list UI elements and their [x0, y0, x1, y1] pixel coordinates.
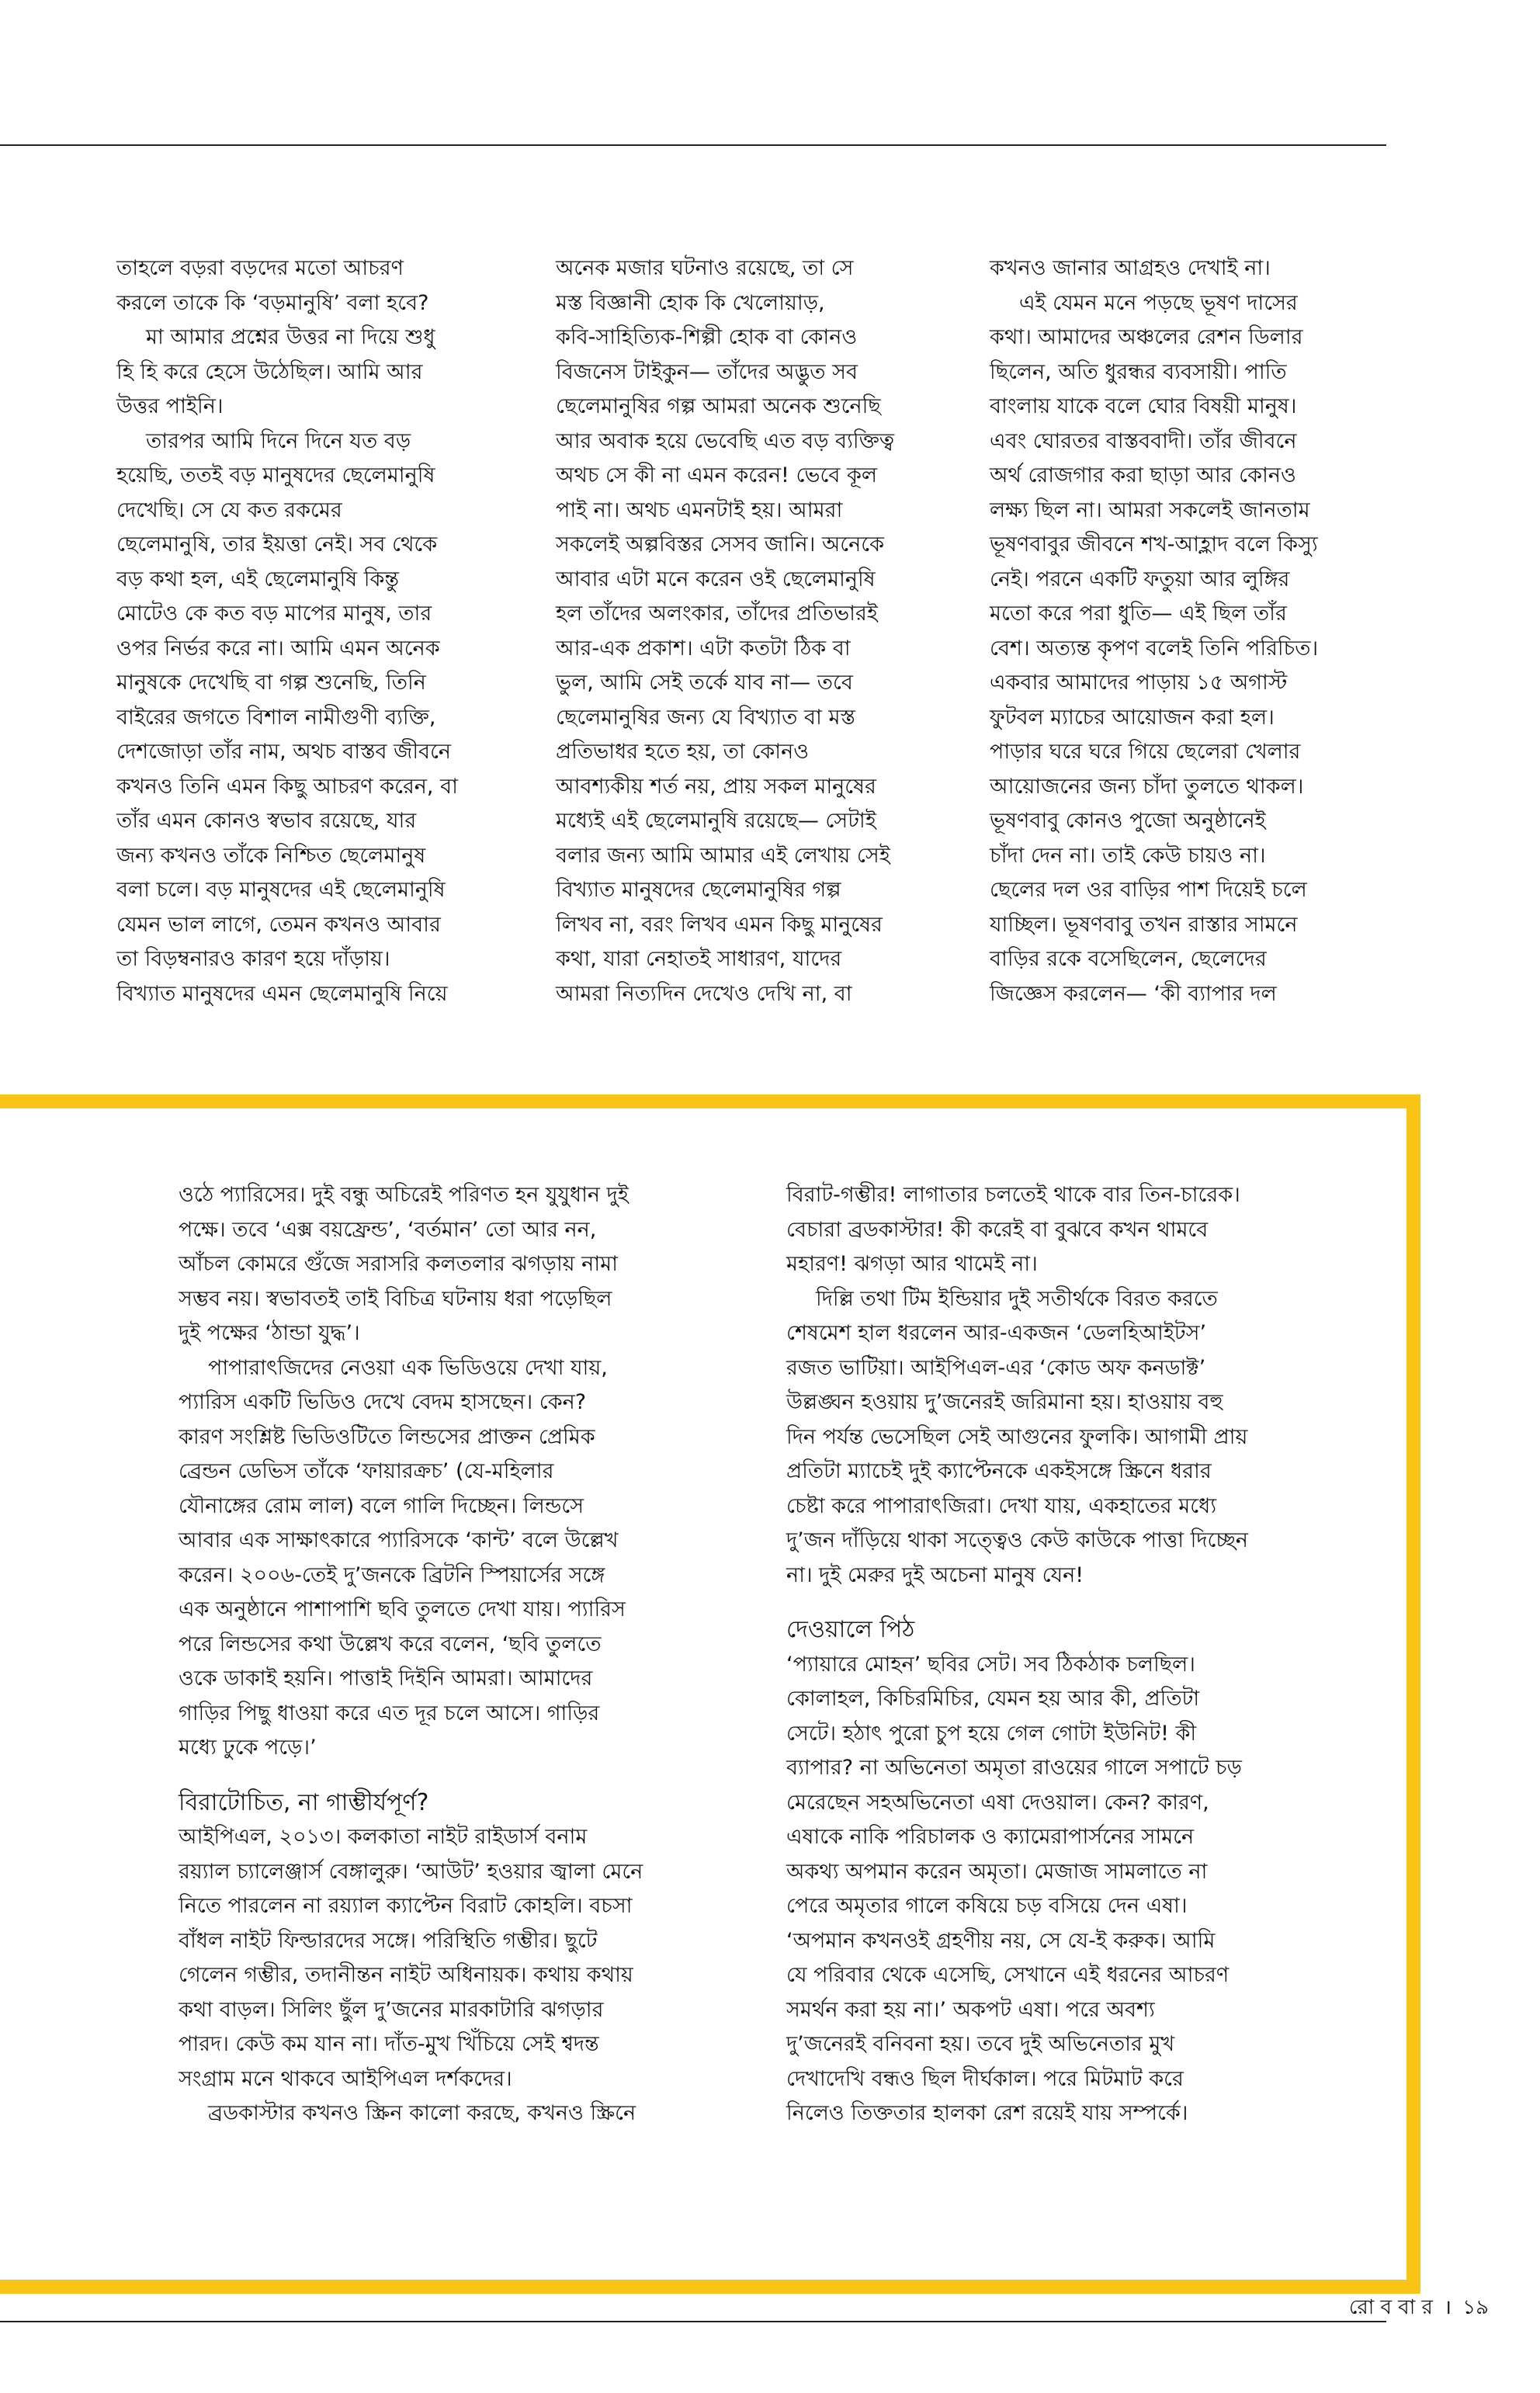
text-line: কথা। আমাদের অঞ্চলের রেশন ডিলার	[990, 325, 1303, 349]
text-line: কারণ সংশ্লিষ্ট ভিডিওটিতে লিন্ডসের প্রাক্তন প্রেমিক	[179, 1424, 595, 1449]
text-line: প্যারিস একটি ভিডিও দেখে বেদম হাসছেন। কেন?	[179, 1390, 587, 1414]
top-column-1	[116, 251, 524, 1011]
text-line: অথচ সে কী না এমন করেন! ভেবে কূল	[556, 463, 878, 487]
text-line: মধ্যে ঢুকে পড়ে।’	[179, 1736, 317, 1760]
text-line: ওপর নির্ভর করে না। আমি এমন অনেক	[116, 636, 440, 661]
text-line: আবার এটা মনে করেন ওই ছেলেমানুষি	[556, 567, 876, 591]
section-heading: দেওয়ালে পিঠ	[786, 1616, 915, 1643]
text-line: ভুল, আমি সেই তর্কে যাব না— তবে	[556, 671, 853, 695]
text-line: চাঁদা দেন না। তাই কেউ চায়ও না।	[990, 843, 1266, 868]
text-line: ফুটবল ম্যাচের আয়োজন করা হল।	[990, 705, 1275, 730]
top-column-2	[556, 251, 948, 1011]
text-line: বিজনেস টাইকুন— তাঁদের অদ্ভুত সব	[556, 359, 858, 384]
text-line: বিরাট-গম্ভীর! লাগাতার চলতেই থাকে বার তিন-চারেক।	[786, 1183, 1240, 1207]
text-line: আয়োজনের জন্য চাঁদা তুলতে থাকল।	[990, 774, 1304, 799]
text-line: পারদ। কেউ কম যান না। দাঁত-মুখ খিঁচিয়ে সেই শ্বদন্ত	[179, 2032, 599, 2056]
text-line: সংগ্রাম মনে থাকবে আইপিএল দর্শকদের।	[179, 2066, 512, 2091]
text-line: ছিলেন, অতি ধুরন্ধর ব্যবসায়ী। পাতি	[990, 359, 1287, 384]
text-line: কবি-সাহিত্যিক-শিল্পী হোক বা কোনও	[556, 325, 858, 349]
text-line: বলা চলে। বড় মানুষদের এই ছেলেমানুষি	[116, 878, 446, 902]
text-line: পাপারাৎজিদের নেওয়া এক ভিডিওয়ে দেখা যায়,	[208, 1355, 608, 1380]
text-line: একবার আমাদের পাড়ায় ১৫ অগাস্ট	[990, 671, 1288, 695]
text-line: গেলেন গম্ভীর, তদানীন্তন নাইট অধিনায়ক। কথায় কথায়	[179, 1963, 633, 1987]
text-line: বেচারা ব্রডকাস্টার! কী করেই বা বুঝবে কখন থামবে	[786, 1217, 1209, 1242]
text-line: বিখ্যাত মানুষদের এমন ছেলেমানুষি নিয়ে	[116, 981, 448, 1006]
text-line: ব্রডকাস্টার কখনও স্ক্রিন কালো করছে, কখনও স্ক্রিনে	[208, 2101, 636, 2125]
paragraph	[179, 1351, 714, 1766]
text-line: সেটে। হঠাৎ পুরো চুপ হয়ে গেল গোটা ইউনিট! কী	[786, 1721, 1197, 1746]
text-line: কথা, যারা নেহাতই সাধারণ, যাদের	[556, 947, 842, 971]
text-line: কখনও তিনি এমন কিছু আচরণ করেন, বা	[116, 774, 458, 799]
paragraph	[116, 321, 524, 425]
text-line: উল্লঙ্ঘন হওয়ায় দু’জনেরই জরিমানা হয়। হাওয়ায় বহু	[786, 1390, 1223, 1414]
paragraph	[786, 1282, 1322, 1594]
text-line: যেমন ভাল লাগে, তেমন কখনও আবার	[116, 912, 441, 937]
text-line: বাইরের জগতে বিশাল নামীগুণী ব্যক্তি,	[116, 705, 436, 730]
text-line: আঁচল কোমরে গুঁজে সরাসরি কলতলার ঝগড়ায় নামা	[179, 1252, 618, 1276]
text-line: না। দুই মেরুর দুই অচেনা মানুষ যেন!	[786, 1562, 1084, 1587]
text-line: মোটেও কে কত বড় মাপের মানুষ, তার	[116, 602, 432, 626]
text-line: মেরেছেন সহঅভিনেতা এষা দেওয়াল। কেন? কারণ,	[786, 1790, 1209, 1815]
text-line: যাচ্ছিল। ভূষণবাবু তখন রাস্তার সামনে	[990, 912, 1298, 937]
text-line: পরে লিন্ডসের কথা উল্লেখ করে বলেন, ‘ছবি তুলতে	[179, 1632, 602, 1656]
text-line: দু’জন দাঁড়িয়ে থাকা সত্ত্বেও কেউ কাউকে পাত্তা দিচ্ছেন	[786, 1528, 1249, 1552]
text-line: বেশ। অত্যন্ত কৃপণ বলেই তিনি পরিচিত।	[990, 636, 1319, 661]
text-line: অর্থ রোজগার করা ছাড়া আর কোনও	[990, 463, 1296, 487]
box-column-2	[786, 1178, 1322, 2131]
footer-separator: ।	[1444, 2296, 1452, 2319]
text-line: পাড়ার ঘরে ঘরে গিয়ে ছেলেরা খেলার	[990, 740, 1301, 764]
paragraph	[179, 1820, 714, 2096]
text-line: আবশ্যকীয় শর্ত নয়, প্রায় সকল মানুষের	[556, 774, 876, 799]
paragraph	[786, 1648, 1322, 2131]
text-line: করেন। ২০০৬-তেই দু’জনকে ব্রিটনি স্পিয়ার্সের সঙ্গে	[179, 1562, 605, 1587]
text-line: রজত ভাটিয়া। আইপিএল-এর ‘কোড অফ কনডাক্ট’	[786, 1355, 1206, 1380]
paragraph	[179, 1178, 714, 1351]
paragraph	[116, 251, 524, 321]
text-line: বাড়ির রকে বসেছিলেন, ছেলেদের	[990, 947, 1267, 971]
text-line: আইপিএল, ২০১৩। কলকাতা নাইট রাইডার্স বনাম	[179, 1825, 588, 1849]
paragraph	[179, 2096, 714, 2131]
text-line: মহারণ! ঝগড়া আর থামেই না।	[786, 1252, 1038, 1276]
text-line: মানুষকে দেখেছি বা গল্প শুনেছি, তিনি	[116, 671, 426, 695]
paragraph	[556, 251, 948, 1011]
text-line: চেষ্টা করে পাপারাৎজিরা। দেখা যায়, একহাতের মধ্যে	[786, 1493, 1217, 1518]
text-line: নিলেও তিক্ততার হালকা রেশ রয়েই যায় সম্পর্কে।	[786, 2101, 1188, 2125]
text-line: সম্ভব নয়। স্বভাবতই তাই বিচিত্র ঘটনায় ধরা পড়েছিল	[179, 1286, 612, 1311]
text-line: দেশজোড়া তাঁর নাম, অথচ বাস্তব জীবনে	[116, 740, 452, 764]
text-line: নিতে পারলেন না রয়্যাল ক্যাপ্টেন বিরাট কোহলি। বচসা	[179, 1894, 633, 1918]
paragraph	[116, 425, 524, 1012]
text-line: যৌনাঙ্গের রোম লাল) বলে গালি দিচ্ছেন। লিন্ডসে	[179, 1493, 584, 1518]
text-line: নেই। পরনে একটি ফতুয়া আর লুঙ্গির	[990, 567, 1290, 591]
top-column-3	[990, 251, 1386, 1011]
text-line: ‘অপমান কখনওই গ্রহণীয় নয়, সে যে-ই করুক। আমি	[786, 1928, 1216, 1953]
text-line: করলে তাকে কি ‘বড়মানুষি’ বলা হবে?	[116, 290, 429, 315]
text-line: ছেলেমানুষি, তার ইয়ত্তা নেই। সব থেকে	[116, 532, 438, 557]
text-line: প্রতিটা ম্যাচেই দুই ক্যাপ্টেনকে একইসঙ্গে স্ক্রিনে ধরার	[786, 1459, 1212, 1483]
text-line: পেরে অমৃতার গালে কষিয়ে চড় বসিয়ে দেন এষা।	[786, 1894, 1188, 1918]
text-line: ওকে ডাকাই হয়নি। পাত্তাই দিইনি আমরা। আমাদের	[179, 1666, 593, 1691]
text-line: হল তাঁদের অলংকার, তাঁদের প্রতিভারই	[556, 602, 878, 626]
text-line: শেষমেশ হাল ধরলেন আর-একজন ‘ডেলহিআইটস’	[786, 1321, 1207, 1345]
text-line: এক অনুষ্ঠানে পাশাপাশি ছবি তুলতে দেখা যায়। প্যারিস	[179, 1597, 626, 1621]
text-line: গাড়ির পিছু ধাওয়া করে এত দূর চলে আসে। গাড়ির	[179, 1701, 600, 1725]
text-line: হি হি করে হেসে উঠেছিল। আমি আর	[116, 359, 423, 384]
text-line: জন্য কখনও তাঁকে নিশ্চিত ছেলেমানুষ	[116, 843, 426, 868]
box-column-1	[179, 1178, 714, 2131]
text-line: ওঠে প্যারিসের। দুই বন্ধু অচিরেই পরিণত হন যুযুধান দুই	[179, 1183, 629, 1207]
text-line: কথা বাড়ল। সিলিং ছুঁল দু’জনের মারকাটারি ঝগড়ার	[179, 1997, 604, 2022]
text-line: আমরা নিত্যদিন দেখেও দেখি না, বা	[556, 981, 852, 1006]
text-line: এষাকে নাকি পরিচালক ও ক্যামেরাপার্সনের সামনে	[786, 1825, 1195, 1849]
text-line: ব্রেন্ডন ডেভিস তাঁকে ‘ফায়ারক্রচ’ (যে-মহিলার	[179, 1459, 554, 1483]
text-line: দু’জনেরই বনিবনা হয়। তবে দুই অভিনেতার মুখ	[786, 2032, 1175, 2056]
section-heading: বিরাটোচিত, না গাম্ভীর্যপূর্ণ?	[179, 1788, 429, 1816]
text-line: ভূষণবাবুর জীবনে শখ-আহ্লাদ বলে কিস্যু	[990, 532, 1318, 557]
text-line: দিল্লি তথা টিম ইন্ডিয়ার দুই সতীর্থকে বিরত করতে	[816, 1286, 1218, 1311]
text-line: লিখব না, বরং লিখব এমন কিছু মানুষের	[556, 912, 883, 937]
text-line: সকলেই অল্পবিস্তর সেসব জানি। অনেকে	[556, 532, 884, 557]
text-line: আর অবাক হয়ে ভেবেছি এত বড় ব্যক্তিত্ব	[556, 428, 895, 453]
text-line: লক্ষ্য ছিল না। আমরা সকলেই জানতাম	[990, 498, 1310, 522]
text-line: ছেলেমানুষির জন্য যে বিখ্যাত বা মস্ত	[556, 705, 855, 730]
text-line: ব্যাপার? না অভিনেতা অমৃতা রাওয়ের গালে সপাটে চড়	[786, 1756, 1242, 1780]
text-line: বাংলায় যাকে বলে ঘোর বিষয়ী মানুষ।	[990, 394, 1297, 418]
text-line: পক্ষে। তবে ‘এক্স বয়ফ্রেন্ড’, ‘বর্তমান’ তো আর নন,	[179, 1217, 597, 1242]
text-line: তারপর আমি দিনে দিনে যত বড়	[146, 428, 411, 453]
text-line: আবার এক সাক্ষাৎকারে প্যারিসকে ‘কান্ট’ বলে উল্লেখ	[179, 1528, 619, 1552]
paragraph	[786, 1178, 1322, 1282]
text-line: তা বিড়ম্বনারও কারণ হয়ে দাঁড়ায়।	[116, 947, 390, 971]
text-line: তাহলে বড়রা বড়দের মতো আচরণ	[116, 256, 404, 280]
text-line: পাই না। অথচ এমনটাই হয়। আমরা	[556, 498, 843, 522]
text-line: জিজ্ঞেস করলেন— ‘কী ব্যাপার দল	[990, 981, 1277, 1006]
text-line: এবং ঘোরতর বাস্তববাদী। তাঁর জীবনে	[990, 428, 1297, 453]
paragraph	[990, 251, 1386, 286]
text-line: কোলাহল, কিচিরমিচির, যেমন হয় আর কী, প্রতিটা	[786, 1687, 1200, 1711]
text-line: বাঁধল নাইট ফিল্ডারদের সঙ্গে। পরিস্থিতি গম্ভীর। ছুটে	[179, 1928, 598, 1953]
text-line: এই যেমন মনে পড়ছে ভূষণ দাসের	[1019, 290, 1298, 315]
top-rule	[0, 144, 1386, 146]
text-line: ভূষণবাবু কোনও পুজো অনুষ্ঠানেই	[990, 809, 1266, 833]
bottom-rule	[0, 2321, 1386, 2322]
text-line: কখনও জানার আগ্রহও দেখাই না।	[990, 256, 1271, 280]
text-line: রয়্যাল চ্যালেঞ্জার্স বেঙ্গালুরু। ‘আউট’ হওয়ার জ্বালা মেনে	[179, 1859, 643, 1884]
text-line: ছেলেমানুষির গল্প আমরা অনেক শুনেছি	[556, 394, 881, 418]
paragraph	[990, 286, 1386, 1012]
text-line: আর-এক প্রকাশ। এটা কতটা ঠিক বা	[556, 636, 851, 661]
magazine-name: রো ব বা র	[1348, 2296, 1433, 2319]
text-line: বলার জন্য আমি আমার এই লেখায় সেই	[556, 843, 890, 868]
text-line: সমর্থন করা হয় না।’ অকপট এষা। পরে অবশ্য	[786, 1997, 1155, 2022]
text-line: দিন পর্যন্ত ভেসেছিল সেই আগুনের ফুলকি। আগামী প্রায়	[786, 1424, 1248, 1449]
text-line: দুই পক্ষের ‘ঠান্ডা যুদ্ধ’।	[179, 1321, 360, 1345]
text-line: তাঁর এমন কোনও স্বভাব রয়েছে, যার	[116, 809, 417, 833]
text-line: অনেক মজার ঘটনাও রয়েছে, তা সে	[556, 256, 854, 280]
text-line: বড় কথা হল, এই ছেলেমানুষি কিন্তু	[116, 567, 399, 591]
text-line: দেখেছি। সে যে কত রকমের	[116, 498, 342, 522]
text-line: অকথ্য অপমান করেন অমৃতা। মেজাজ সামলাতে না	[786, 1859, 1208, 1884]
text-line: প্রতিভাধর হতে হয়, তা কোনও	[556, 740, 810, 764]
text-line: ছেলের দল ওর বাড়ির পাশ দিয়েই চলে	[990, 878, 1307, 902]
text-line: মস্ত বিজ্ঞানী হোক কি খেলোয়াড়,	[556, 290, 825, 315]
text-line: হয়েছি, ততই বড় মানুষদের ছেলেমানুষি	[116, 463, 435, 487]
page-number: ১৯	[1462, 2296, 1489, 2319]
text-line: মধ্যেই এই ছেলেমানুষি রয়েছে— সেটাই	[556, 809, 876, 833]
text-line: উত্তর পাইনি।	[116, 394, 224, 418]
text-line: যে পরিবার থেকে এসেছি, সেখানে এই ধরনের আচরণ	[786, 1963, 1230, 1987]
page-footer	[1349, 2291, 1489, 2325]
text-line: মতো করে পরা ধুতি— এই ছিল তাঁর	[990, 602, 1287, 626]
text-line: মা আমার প্রশ্নের উত্তর না দিয়ে শুধু	[146, 325, 435, 349]
text-line: বিখ্যাত মানুষদের ছেলেমানুষির গল্প	[556, 878, 841, 902]
text-line: ‘প্যায়ারে মোহন’ ছবির সেট। সব ঠিকঠাক চলছিল।	[786, 1652, 1195, 1677]
text-line: দেখাদেখি বন্ধও ছিল দীর্ঘকাল। পরে মিটমাট করে	[786, 2066, 1184, 2091]
